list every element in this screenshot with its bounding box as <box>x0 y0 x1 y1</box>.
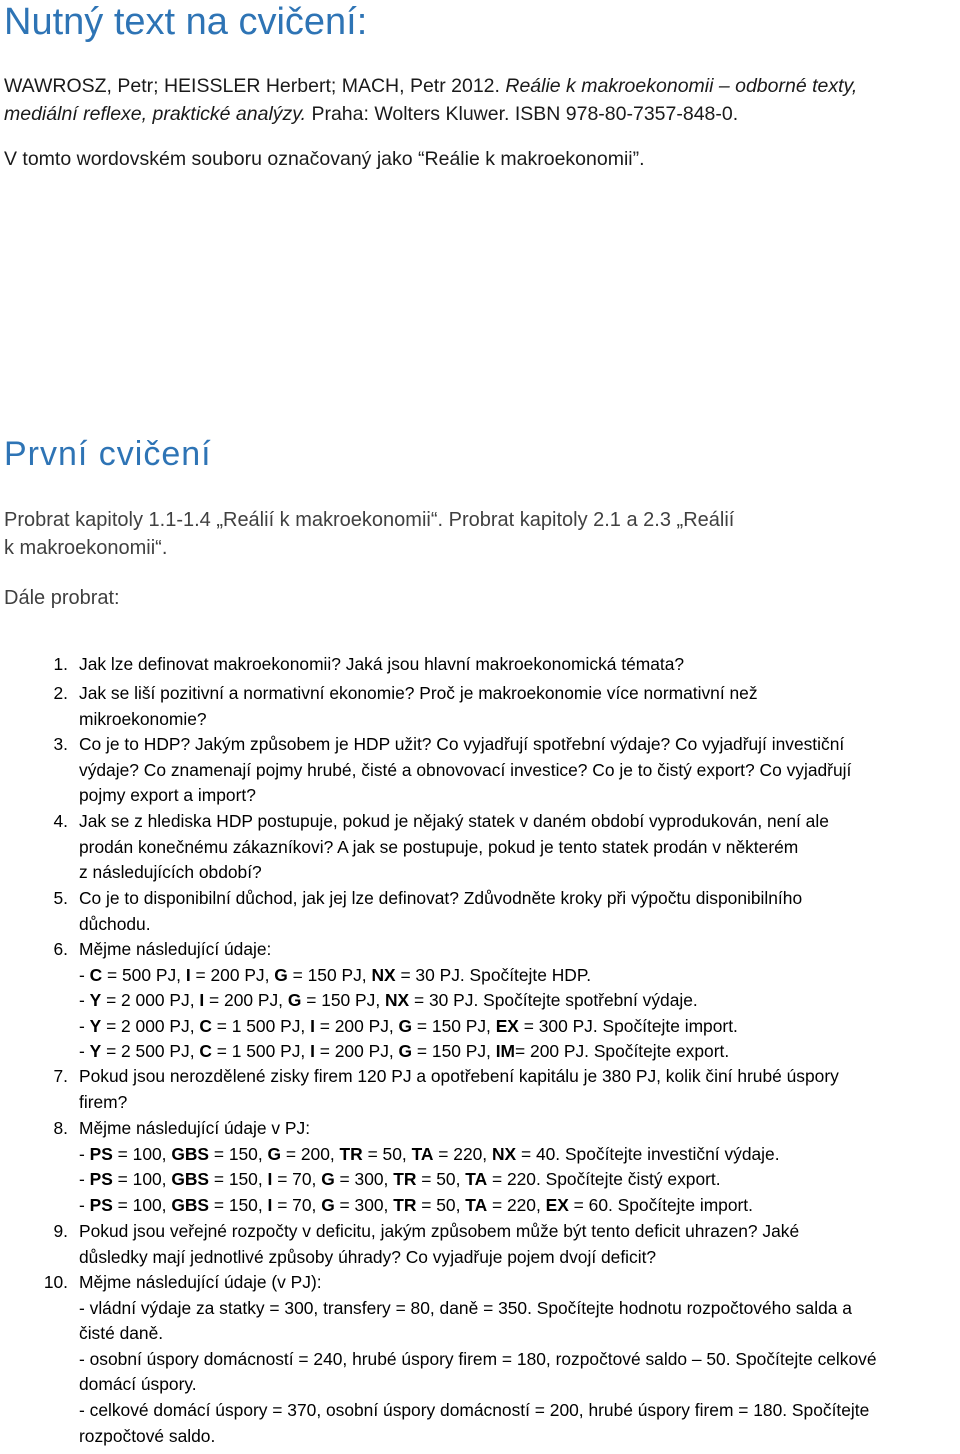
exercise-line: - Y = 2 000 PJ, I = 200 PJ, G = 150 PJ, NX = 30 PJ. Spočítejte spotřební výdaje. <box>79 990 698 1011</box>
exercise-line: - celkové domácí úspory = 370, osobní úspory domácností = 200, hrubé úspory firem = 180. Spočítejte <box>79 1399 870 1420</box>
exercise-text <box>79 1270 959 1449</box>
heading-required-text: Nutný text na cvičení: <box>4 1 368 43</box>
exercise-number: 3. <box>53 734 68 754</box>
intro-line-1: Probrat kapitoly 1.1-1.4 „Reálií k makroekonomii“. Probrat kapitoly 2.1 a 2.3 „Reálií <box>4 509 735 531</box>
exercise-number: 6. <box>53 939 68 959</box>
citation-title-part1: Reálie k makroekonomii – odborné texty, <box>505 75 858 97</box>
exercise-line: - osobní úspory domácností = 240, hrubé úspory firem = 180, rozpočtové saldo – 50. Spočítejte celkové <box>79 1348 877 1369</box>
further-topics-label: Dále probrat: <box>4 587 120 609</box>
exercise-number: 5. <box>53 888 68 908</box>
exercise-text <box>79 652 959 678</box>
exercise-line: Jak se z hlediska HDP postupuje, pokud je nějaký statek v daném období vyprodukován, není ale <box>79 811 829 831</box>
exercise-number: 4. <box>53 811 68 831</box>
exercise-number: 9. <box>53 1221 68 1241</box>
reference-citation <box>4 72 954 128</box>
citation-publisher: Praha: Wolters Kluwer. ISBN 978-80-7357-848-0. <box>311 103 739 125</box>
exercise-line: firem? <box>79 1091 128 1112</box>
exercise-line: - Y = 2 000 PJ, C = 1 500 PJ, I = 200 PJ, G = 150 PJ, EX = 300 PJ. Spočítejte import. <box>79 1015 738 1036</box>
reference-note: V tomto wordovském souboru označovaný jako “Reálie k makroekonomii”. <box>4 148 645 170</box>
exercise-number: 8. <box>53 1118 68 1138</box>
exercise-line: - Y = 2 500 PJ, C = 1 500 PJ, I = 200 PJ, G = 150 PJ, IM= 200 PJ. Spočítejte export. <box>79 1041 730 1062</box>
exercise-line: - vládní výdaje za statky = 300, transfery = 80, daně = 350. Spočítejte hodnotu rozpočtového salda a <box>79 1297 852 1318</box>
exercise-line: - PS = 100, GBS = 150, G = 200, TR = 50, TA = 220, NX = 40. Spočítejte investiční výdaje. <box>79 1143 780 1164</box>
exercise-line: výdaje? Co znamenají pojmy hrubé, čisté a obnovovací investice? Co je to čistý export? Co vyjadřují <box>79 759 852 780</box>
citation-authors: WAWROSZ, Petr; HEISSLER Herbert; MACH, Petr 2012. <box>4 75 500 97</box>
exercise-line: z následujících období? <box>79 862 262 883</box>
exercise-line: domácí úspory. <box>79 1374 197 1395</box>
exercise-number: 10. <box>43 1272 68 1292</box>
exercise-text <box>79 681 959 732</box>
exercise-text <box>79 886 959 937</box>
exercise-line: - PS = 100, GBS = 150, I = 70, G = 300, TR = 50, TA = 220. Spočítejte čistý export. <box>79 1169 721 1190</box>
exercise-text <box>79 937 959 1065</box>
intro-block <box>4 506 954 612</box>
exercise-line: - C = 500 PJ, I = 200 PJ, G = 150 PJ, NX = 30 PJ. Spočítejte HDP. <box>79 964 592 985</box>
exercise-line: Mějme následující údaje v PJ: <box>79 1118 311 1138</box>
exercise-number: 1. <box>53 654 68 674</box>
exercise-line: čisté daně. <box>79 1323 164 1344</box>
exercise-line: důsledky mají jednotlivé způsoby úhrady? Co vyjadřuje pojem dvojí deficit? <box>79 1246 657 1267</box>
exercise-line: pojmy export a import? <box>79 785 256 806</box>
exercise-line: Pokud jsou nerozdělené zisky firem 120 PJ a opotřebení kapitálu je 380 PJ, kolik činí hrubé úspory <box>79 1066 839 1086</box>
exercise-line: Jak lze definovat makroekonomii? Jaká jsou hlavní makroekonomická témata? <box>79 654 685 674</box>
exercise-line: Jak se liší pozitivní a normativní ekonomie? Proč je makroekonomie více normativní než <box>79 683 758 703</box>
exercise-text <box>79 1219 959 1270</box>
intro-line-2: k makroekonomii“. <box>4 537 168 559</box>
exercise-text <box>79 1116 959 1218</box>
exercise-line: rozpočtové saldo. <box>79 1425 216 1446</box>
exercise-line: - PS = 100, GBS = 150, I = 70, G = 300, TR = 50, TA = 220, EX = 60. Spočítejte import. <box>79 1194 753 1215</box>
exercise-line: Co je to disponibilní důchod, jak jej lze definovat? Zdůvodněte kroky při výpočtu disponibilního <box>79 888 803 908</box>
heading-first-exercise: První cvičení <box>4 435 212 473</box>
exercise-line: mikroekonomie? <box>79 708 207 729</box>
exercise-text <box>79 732 959 809</box>
reference-block <box>4 72 954 173</box>
exercise-line: důchodu. <box>79 913 151 934</box>
exercise-text <box>79 1064 959 1115</box>
exercise-number: 7. <box>53 1066 68 1086</box>
exercise-line: Pokud jsou veřejné rozpočty v deficitu, jakým způsobem může být tento deficit uhrazen? Jaké <box>79 1221 800 1241</box>
exercise-line: Co je to HDP? Jakým způsobem je HDP užit? Co vyjadřují spotřební výdaje? Co vyjadřují investiční <box>79 734 845 754</box>
exercise-number: 2. <box>53 683 68 703</box>
citation-title-part2: mediální reflexe, praktické analýzy. <box>4 103 307 125</box>
exercise-line: prodán konečnému zákazníkovi? A jak se postupuje, pokud je tento statek prodán v některém <box>79 836 799 857</box>
exercise-line: Mějme následující údaje: <box>79 939 272 959</box>
exercise-line: Mějme následující údaje (v PJ): <box>79 1272 322 1292</box>
exercise-text <box>79 809 959 886</box>
